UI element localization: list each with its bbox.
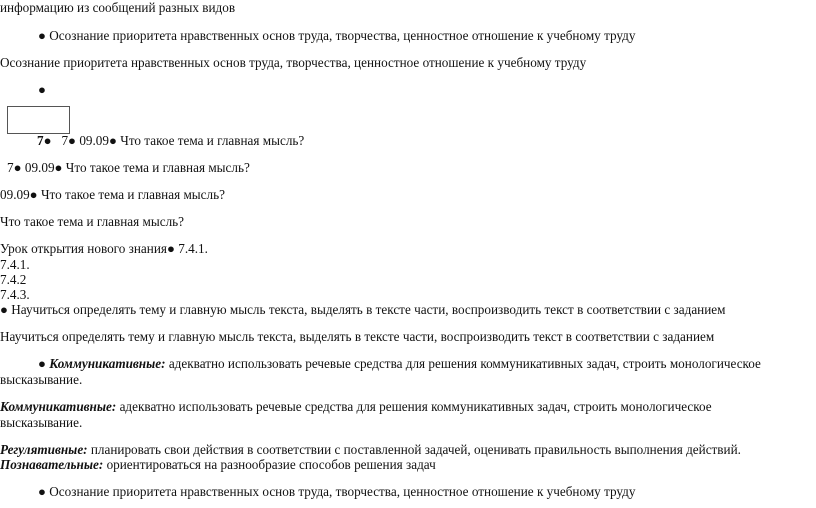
row2-topic: Что такое тема и главная мысль? [65,160,250,175]
comm-text: адекватно использовать речевые средства для решения коммуникативных задач, строить монологическое [116,399,712,414]
reg-text: планировать свои действия в соответствии с поставленной задачей, оценивать правильность выполнения действий. [87,442,741,457]
reg-label: Регулятивные: [0,442,88,457]
comm-text-cont: высказывание. [0,415,83,430]
text-line [0,55,586,70]
row-line-2 [7,160,250,175]
comm-cont [0,415,82,430]
bullet-icon: ● [68,133,77,148]
bullet-icon: ● [54,160,63,175]
line-priority: Осознание приоритета нравственных основ труда, творчества, ценностное отношение к учебному труду [0,55,587,70]
row2-date: 09.09 [24,160,55,175]
goal-text: Научиться определять тему и главную мысль текста, выделять в тексте части, воспроизводить текст в соответствии с заданием [0,329,715,344]
lesson-line [0,241,208,256]
row1-num2: 7 [61,133,69,148]
comm-line-bulleted [38,356,761,371]
bullet-line-empty [38,82,46,97]
comm-cont [0,372,82,387]
goal-text: Научиться определять тему и главную мысль текста, выделять в тексте части, воспроизводить текст в соответствии с заданием [11,302,726,317]
cog-label: Познавательные: [0,457,104,472]
bullet-icon: ● [0,302,8,317]
lesson-code: 7.4.1. [178,241,208,256]
bullet-icon: ● [166,241,175,256]
row3-date: 09.09 [0,187,30,202]
row3-topic: Что такое тема и главная мысль? [40,187,225,202]
code-743: 7.4.3. [0,287,30,302]
row1-num: 7 [37,133,44,148]
row-line-4 [0,214,184,229]
bullet-icon: ● [38,82,46,97]
bullet-icon: ● [38,28,46,43]
comm-label: Коммуникативные: [0,399,117,414]
row4-topic: Что такое тема и главная мысль? [0,214,185,229]
bullet-icon: ● [43,133,52,148]
comm-text: адекватно использовать речевые средства для решения коммуникативных задач, строить монологическое [165,356,761,371]
lesson-type: Урок открытия нового знания [0,241,167,256]
row1-topic: Что такое тема и главная мысль? [120,133,305,148]
row1-date: 09.09 [79,133,109,148]
code-742: 7.4.2 [0,272,27,287]
bullet-icon: ● [13,160,22,175]
comm-line [0,399,712,414]
row2-num: 7 [7,160,14,175]
code-line [0,257,30,272]
code-line [0,287,30,302]
empty-cell-box [7,106,70,134]
cog-line [0,457,436,472]
line-intro: информацию из сообщений разных видов [0,0,236,15]
goal-line [0,329,714,344]
code-line [0,272,26,287]
goal-line-bulleted [0,302,726,317]
cog-text: ориентироваться на разнообразие способов решения задач [103,457,436,472]
line-priority-bulleted: Осознание приоритета нравственных основ труда, творчества, ценностное отношение к учебному труду [49,484,636,499]
reg-line [0,442,741,457]
bullet-line [38,484,635,499]
code-741: 7.4.1. [0,257,30,272]
comm-label: Коммуникативные: [49,356,166,371]
bullet-icon: ● [29,187,38,202]
bullet-icon: ● [38,356,46,371]
row-line-1 [37,133,304,148]
bullet-icon: ● [38,484,46,499]
comm-text-cont: высказывание. [0,372,83,387]
bullet-icon: ● [108,133,117,148]
bullet-line [38,28,635,43]
row-line-3 [0,187,225,202]
text-line [0,0,235,15]
line-priority-bulleted: Осознание приоритета нравственных основ труда, творчества, ценностное отношение к учебному труду [49,28,636,43]
